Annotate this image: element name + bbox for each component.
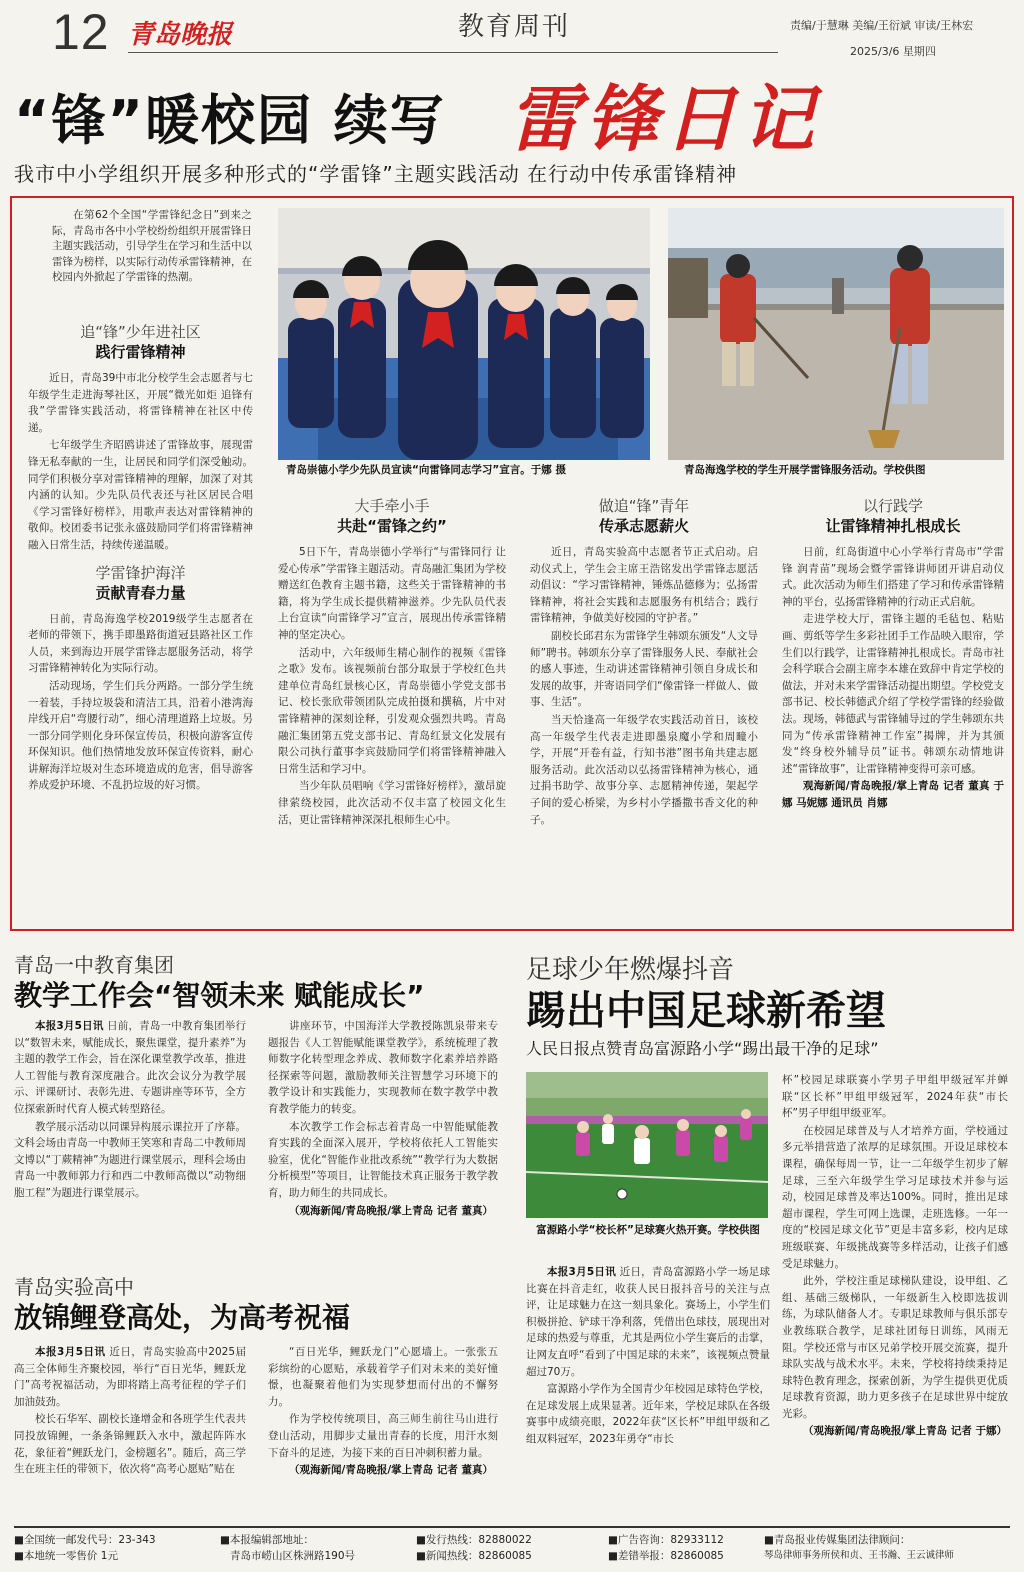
footer-ad-inquiry: ■广告咨询：82933112 [608,1534,724,1546]
story-b-col-1 [14,1344,246,1510]
footer-address: 青岛市崂山区株洲路190号 [230,1550,356,1562]
story-c-subtitle: 人民日报点赞青岛富源路小学“踢出最干净的足球” [526,1039,879,1058]
story-c-title: 踢出中国足球新希望 [526,988,886,1034]
s3-p2: 活动中，六年级师生精心制作的视频《雷锋之歌》发布。该视频前台部分取景于学校红色共建单位青岛红景核心区，青岛崇德小学党支部书记、校长张欣带领团队完成拍摄和撰稿，片中对雷锋精神的深刻诠释，引发观众强烈共鸣。青岛融汇集团第五党支部书记、青岛红景文化发展有限公司执行董事李宾鼓励同学们将雷锋精神融入日常生活和学习中。 [278,646,506,775]
photo-seaside-cleanup [668,208,1004,460]
footer-rule [14,1526,1010,1528]
story-a-p3: 讲座环节，中国海洋大学教授陈凯泉带来专题报告《人工智能赋能课堂教学》，系统梳理了教师数字化转型理念养成、教师数字化素养培养路径探索等问题，激励教师关注智慧学习环境下的教学设计和实践能力，实现教师在数字教学中教育教学能力的转变。 [268,1020,498,1115]
s5-p2: 走进学校大厅，雷锋主题的毛毡包、粘贴画、剪纸等学生多彩社团手工作品映入眼帘，学生们以行践学，让雷锋精神扎根成长。青岛市社会科学联合会副主席李本雄在致辞中肯定学校的做法，并对未来学雷锋活动提出期望。学校党支部书记、校长韩德武介绍了学校学雷锋的经验做法。现场，韩德武与雷锋辅导过的学生韩颂东共同为“传承雷锋精神工作室”揭牌，并为其颁发“终身校外辅导员”证书。韩颂东动情地讲述“雷锋故事”，让雷锋精神变得可亲可感。 [782,613,1004,775]
story-c-p1 [526,1264,770,1380]
lead-intro-text: 在第62个全国“学雷锋纪念日”到来之际，青岛市各中小学校纷纷组织开展雷锋日主题实践活动，引导学生在学习和生活中以雷锋为榜样，以实际行动传承雷锋精神，在校园内外掀起了学雷锋的热潮。 [52,209,252,284]
story-b-dateline: 本报3月5日讯 [35,1346,106,1358]
story-a-p2: 教学展示活动以同课异构展示课拉开了序幕。文科会场由青岛一中教师王笑寒和青岛二中教师周文博以“丁蕨精神”为题进行课堂展示，理科会场由青岛一中教师郭力行和西二中教师高微以“动物细胞工程”为题进行课堂展示。 [14,1120,246,1199]
s5-head: 让雷锋精神扎根成长 [825,517,961,535]
photo-pioneers-pledge [278,208,650,460]
story-b-p1 [14,1344,246,1410]
s4-label: 做追“锋”青年 [598,497,690,515]
photo-seaside-illustration [668,208,1004,460]
story-a-title: 教学工作会“智领未来 赋能成长” [14,979,425,1012]
story-c-kicker: 足球少年燃爆抖音 [526,955,735,985]
story-c-col-2 [782,1072,1008,1510]
section-name: 教育周刊 [458,12,571,42]
story-c-photo-caption: 富源路小学“校长杯”足球赛火热开赛。学校供图 [536,1224,760,1236]
photo-football-match [526,1072,768,1218]
story-a-col-1 [14,1018,246,1264]
footer-col-1 [14,1532,214,1564]
story-c-dateline: 本报3月5日讯 [547,1266,616,1278]
issue-date: 2025/3/6 星期四 [850,45,936,58]
story-b-p2: 校长石华军、副校长逢增金和各班学生代表共同投放锦鲤，一条条锦鲤跃入水中，激起阵阵水花，象征着“鲤跃龙门，金榜题名”。随后，高三学生在班主任的带领下，依次将“高考心愿贴”贴在 [14,1413,246,1476]
footer-col-3 [416,1532,602,1564]
photo-pioneers-illustration [278,208,650,460]
photo2-caption: 青岛海逸学校的学生开展学雷锋服务活动。学校供图 [684,464,926,476]
s1-p2: 七年级学生齐昭鸥讲述了雷锋故事，展现雷锋无私奉献的一生，让居民和同学们深受触动。同学们积极分享对雷锋精神的理解，加深了对其内涵的认知。少先队员代表还与社区居民合唱《学习雷锋好榜样》，用歌声表达对雷锋精神的敬仰。校团委书记张永盛鼓励同学们将雷锋精神融入日常生活，持续传递温暖。 [28,439,253,551]
s4-head: 传承志愿薪火 [598,517,689,535]
story-a-kicker: 青岛一中教育集团 [14,953,174,977]
lead-col-3 [530,496,758,914]
footer-price: ■本地统一零售价 1元 [14,1550,118,1562]
story-c-p4: 在校园足球普及与人才培养方面，学校通过多元举措营造了浓厚的足球氛围。开设足球校本课程，确保每周一节，让一二年级学生初步了解足球，三至六年级学生学习足球技术并参与运动，校园足球普及率达100%。同时，推出足球超市课程，学生可网上选课，走班选修。一年一度的“校园足球文化节”更是丰富多彩，校内足球班级联赛、年级挑战赛等多样活动，让孩子们感受足球魅力。 [782,1124,1008,1270]
story-a-p1 [14,1018,246,1118]
story-c-credit: （观海新闻/青岛晚报/掌上青岛 记者 于娜） [803,1425,1007,1438]
footer-distribution-hotline: ■发行热线：82880022 [416,1534,532,1546]
story-b-p4: 作为学校传统项目，高三师生前往马山进行登山活动，用脚步丈量出青春的长度，用汗水刻下奋斗的足迹，为接下来的百日冲刺积蓄力量。 [268,1413,498,1459]
lead-credit: 观海新闻/青岛晚报/掌上青岛 记者 董真 于娜 马妮娜 通讯员 肖娜 [782,780,1004,809]
footer-error-report: ■差错举报：82860085 [608,1550,724,1562]
lead-headline-red: 雷锋日记 [508,76,821,161]
story-b-kicker: 青岛实验高中 [14,1275,134,1299]
story-b-title: 放锦鲤登高处，为高考祝福 [14,1301,351,1334]
lead-subtitle: 我市中小学组织开展多种形式的“学雷锋”主题实践活动 在行动中传承雷锋精神 [14,162,738,186]
photo-football-illustration [526,1072,768,1218]
story-c-p1-text: 近日，青岛富源路小学一场足球比赛在抖音走红，收获人民日报抖音号的关注与点评，让足球魅力在这一刻具象化。赛场上，小学生们积极拼抢、铲球干净利落，凭借出色球技，展现出对足球的热爱与尊重，尤其是两位小学生赛后的击掌，让网友直呼“看到了中国足球的未来”，该视频点赞量超过70万。 [526,1266,770,1378]
footer-law-firm: 琴岛律师事务所侯和贞、王书瀚、王云诚律师 [764,1550,955,1561]
story-a-credit: （观海新闻/青岛晚报/掌上青岛 记者 董真） [289,1204,493,1217]
footer-col-2 [220,1532,410,1564]
lead-col-1 [28,322,253,914]
s3-label: 大手牵小手 [354,497,430,515]
s3-p1: 5日下午，青岛崇德小学举行“与雷锋同行 让爱心传承”学雷锋主题活动。青岛融汇集团为学校赠送红色教育主题书籍，这些关于雷锋精神的书籍，将为学生成长提供精神滋养。少先队员代表上台宣读“向雷锋学习”宣言，展现出传承雷锋精神的坚定决心。 [278,546,506,641]
paper-name: 青岛晚报 [128,20,233,50]
footer-legal-counsel: ■青岛报业传媒集团法律顾问： [764,1534,911,1546]
footer-news-hotline: ■新闻热线：82860085 [416,1550,532,1562]
s2-p2: 活动现场，学生们兵分两路。一部分学生统一着装，手持垃圾袋和清洁工具，沿着小港湾海岸线开启“弯腰行动”，细心清理道路上垃圾。另一部分同学则化身环保宣传员，积极向游客宣传环保知识。他们热情地发放环保宣传资料，耐心讲解海洋垃圾对生态环境造成的危害，倡导游客养成爱护环境、不乱扔垃圾的好习惯。 [28,679,253,792]
s4-p1: 近日，青岛实验高中志愿者节正式启动。启动仪式上，学生会主席王浩铭发出学雷锋志愿活动倡议：“学习雷锋精神，锤炼品德修为；弘扬雷锋精神，将社会实践和志愿服务有机结合；践行雷锋精神，争做美好校园的守护者。” [530,546,758,625]
footer-address-label: ■本报编辑部地址： [220,1534,314,1546]
footer-col-4 [608,1532,758,1564]
story-b-p1-text: 近日，青岛实验高中2025届高三全体师生齐聚校园，举行“百日光华，鲤跃龙门”高考祝福活动，为即将踏上高考征程的学子们加油鼓劲。 [14,1346,246,1408]
story-a-p4: 本次教学工作会标志着青岛一中智能赋能教育实践的全面深入展开，学校将依托人工智能实验室，优化“智能作业批改系统”“教学行为大数据分析模型”等项目，让智能技术真正服务于教学教育，助力师生的共同成长。 [268,1120,498,1199]
page-number: 12 [52,4,110,60]
story-c-p3: 杯”校园足球联赛小学男子甲组甲级冠军并蝉联“区长杯”甲组甲级冠军，2024年获“市长杯”男子甲组甲级亚军。 [782,1074,1008,1120]
story-c-p5: 此外，学校注重足球梯队建设，设甲组、乙组、基础三级梯队，一年级新生入校即选拔训练，为球队储备人才。专职足球教师与俱乐部专业教练联合教学，足球社团每日训练，风雨无阻。学校还常与市区兄弟学校开展交流赛，提升球队实战与战术水平。未来，学校将持续秉持足球特色教育理念，探索创新，为学生提供更优质足球教育资源，助力更多孩子在足球世界中绽放光彩。 [782,1275,1008,1420]
footer-postal-code: ■全国统一邮发代号：23-343 [14,1534,156,1546]
s4-p3: 当天恰逢高一年级学农实践活动首日，该校高一年级学生代表走进即墨泉魔小学和周疃小学，开展“开卷有益，行知书港”图书角共建志愿服务活动。此次活动以弘扬雷锋精神为核心，通过捐书助学、故事分享、志愿精神传递，架起学子间的爱心桥梁，为乡村小学播撒书香文化的种子。 [530,713,758,826]
lead-intro [52,208,252,306]
s2-p1: 日前，青岛海逸学校2019级学生志愿者在老师的带领下，携手即墨路街道冠县路社区工作人员，来到海边开展学雷锋志愿服务活动，将学习雷锋精神转化为实际行动。 [28,612,253,675]
s3-head: 共赴“雷锋之约” [337,517,447,535]
lead-col-4 [782,496,1004,916]
lead-headline: “锋”暖校园 续写 [14,89,446,152]
story-b-credit: （观海新闻/青岛晚报/掌上青岛 记者 董真） [289,1464,493,1477]
s4-p2: 副校长邱君东为雷锋学生韩颂东颁发“人文导师”聘书。韩颂东分享了雷锋服务人民、奉献社会的感人事迹，生动讲述雷锋精神引领自身成长和发展的故事，并寄语同学们“像雷锋一样做人、做事、生活”。 [530,629,758,709]
story-a-dateline: 本报3月5日讯 [35,1020,104,1032]
header-rule [128,52,778,53]
story-c-col-1 [526,1264,770,1510]
lead-col-2 [278,496,506,914]
footer-col-5 [764,1532,1010,1564]
footer [14,1532,1010,1570]
s5-label: 以行践学 [862,497,923,515]
s5-p1: 日前，红岛街道中心小学举行青岛市“学雷锋 润青苗”现场会暨学雷锋讲师团开讲启动仪式。此次活动为师生们搭建了学习和传承雷锋精神的平台，弘扬雷锋精神的行动正式启航。 [782,546,1004,608]
s1-p1: 近日，青岛39中市北分校学生会志愿者与七年级学生走进海琴社区，开展“微光如炬 追锋有我”学雷锋实践活动，将雷锋精神在社区中传递。 [28,372,253,434]
editors-line: 责编/于慧琳 美编/王衍斌 审读/王林宏 [790,19,974,32]
s1-label: 追“锋”少年进社区 [80,323,201,341]
photo1-caption: 青岛崇德小学少先队员宣读“向雷锋同志学习”宣言。于娜 摄 [286,464,566,476]
s2-head: 贡献青春力量 [95,583,186,602]
story-a-col-2 [268,1018,498,1264]
story-b-col-2 [268,1344,498,1510]
story-b-p3: “百日光华，鲤跃龙门”心愿墙上。一张张五彩缤纷的心愿贴，承载着学子们对未来的美好憧憬，也凝聚着他们为实现梦想而付出的不懈努力。 [268,1346,498,1408]
story-c-p2: 富源路小学作为全国青少年校园足球特色学校，在足球发展上成果显著。近年来，学校足球队在各级赛事中成绩亮眼，2022年获“区长杯”甲组甲级和乙组双料冠军，2023年勇夺“市长 [526,1383,770,1445]
s2-label: 学雷锋护海洋 [95,563,186,582]
s3-p3: 当少年队员唱响《学习雷锋好榜样》，激昂旋律萦绕校园，此次活动不仅丰富了校园文化生活，更让雷锋精神深深扎根师生心中。 [278,780,506,826]
story-a-p1-text: 日前，青岛一中教育集团举行以“数智未来，赋能成长，聚焦课堂，提升素养”为主题的教学工作会，旨在深化课堂教学改革，推进人工智能与教育深度融合。此次会议分为教学展示、评课研讨、表彰先进、专题讲座等环节，全方位探索新时代育人模式转型路径。 [14,1020,246,1115]
s1-head: 践行雷锋精神 [95,343,186,361]
